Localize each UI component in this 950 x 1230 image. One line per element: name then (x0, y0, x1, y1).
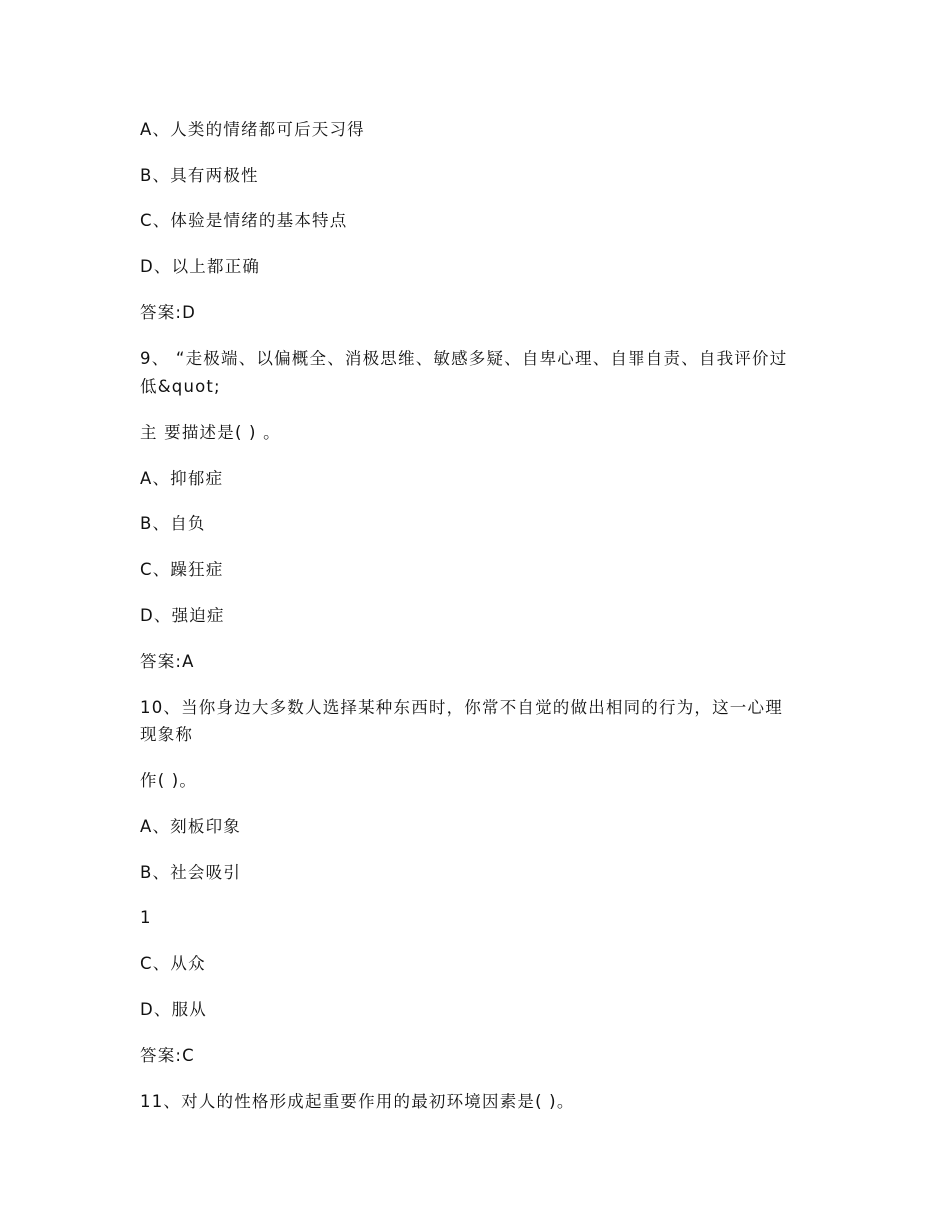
page-number: 1 (140, 908, 152, 927)
q8-option-b: B、具有两极性 (140, 166, 259, 185)
q10-stem-line-2: 现象称 (140, 725, 194, 744)
q10-stem-line-1: 10、当你身边大多数人选择某种东西时，你常不自觉的做出相同的行为，这一心理 (140, 698, 783, 717)
q10-option-c: C、从众 (140, 954, 206, 973)
q8-option-d: D、以上都正确 (140, 257, 261, 276)
q10-option-d: D、服从 (140, 1000, 208, 1019)
q9-stem-line-3: 主 要描述是( ) 。 (140, 423, 281, 442)
q10-option-b: B、社会吸引 (140, 863, 242, 882)
q9-answer: 答案:A (140, 652, 195, 671)
q10-answer: 答案:C (140, 1046, 195, 1065)
q9-option-a: A、抑郁症 (140, 469, 224, 488)
q10-stem-line-3: 作( )。 (140, 771, 198, 790)
q11-stem: 11、对人的性格形成起重要作用的最初环境因素是( )。 (140, 1092, 575, 1111)
q9-stem-line-1: 9、 “走极端、以偏概全、消极思维、敏感多疑、自卑心理、自罪自责、自我评价过 (140, 349, 788, 368)
q9-option-c: C、躁狂症 (140, 560, 224, 579)
q9-option-d: D、强迫症 (140, 606, 225, 625)
q8-answer: 答案:D (140, 303, 197, 322)
q10-option-a: A、刻板印象 (140, 817, 241, 836)
q9-option-b: B、自负 (140, 514, 206, 533)
q9-stem-line-2: 低&quot; (140, 377, 221, 396)
q8-option-a: A、人类的情绪都可后天习得 (140, 120, 365, 139)
q8-option-c: C、体验是情绪的基本特点 (140, 211, 348, 230)
